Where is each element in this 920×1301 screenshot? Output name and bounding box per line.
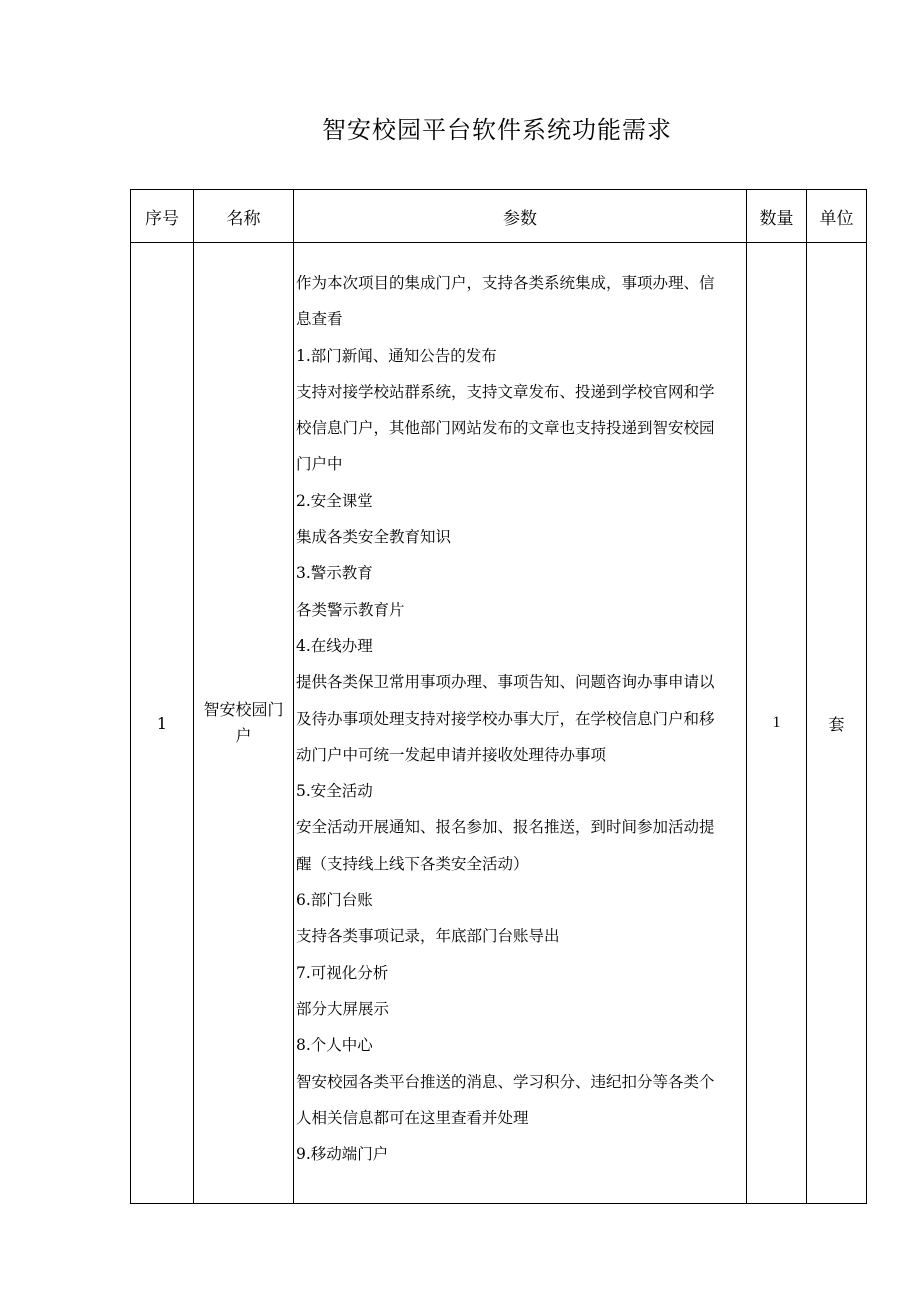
header-name: 名称 <box>194 190 294 243</box>
row-unit: 套 <box>807 243 867 1204</box>
row-index: 1 <box>131 243 194 1204</box>
params-list <box>296 265 745 1172</box>
param-line: 醒（支持线上线下各类安全活动） <box>296 854 529 873</box>
param-line: 安全活动开展通知、报名参加、报名推送，到时间参加活动提 <box>296 818 715 837</box>
row-quantity: 1 <box>747 243 807 1204</box>
param-line: 支持对接学校站群系统，支持文章发布、投递到学校官网和学 <box>296 382 715 401</box>
param-line: 2.安全课堂 <box>296 491 373 510</box>
param-line: 7.可视化分析 <box>296 963 389 982</box>
param-line: 4.在线办理 <box>296 636 373 655</box>
header-quantity: 数量 <box>747 190 807 243</box>
param-line: 作为本次项目的集成门户，支持各类系统集成，事项办理、信 <box>296 274 715 292</box>
table-row <box>131 243 867 1204</box>
param-line: 部分大屏展示 <box>296 999 390 1018</box>
param-line: 息查看 <box>296 310 343 329</box>
param-line: 及待办事项处理支持对接学校办事大厅，在学校信息门户和移 <box>296 709 715 728</box>
table-header-row <box>131 190 867 243</box>
row-name: 智安校园门户 <box>194 243 294 1204</box>
row-params <box>294 243 747 1204</box>
param-line: 校信息门户，其他部门网站发布的文章也支持投递到智安校园 <box>296 419 715 438</box>
param-line: 5.安全活动 <box>296 782 373 801</box>
header-unit: 单位 <box>807 190 867 243</box>
param-line: 门户中 <box>296 455 343 474</box>
param-line: 集成各类安全教育知识 <box>296 528 452 547</box>
param-line: 6.部门台账 <box>296 891 373 910</box>
param-line: 动门户中可统一发起申请并接收处理待办事项 <box>296 745 607 764</box>
header-index: 序号 <box>131 190 194 243</box>
requirements-table <box>130 189 867 1204</box>
param-line: 8.个人中心 <box>296 1036 373 1055</box>
param-line: 1.部门新闻、通知公告的发布 <box>296 346 497 365</box>
param-line: 人相关信息都可在这里查看并处理 <box>296 1108 529 1127</box>
header-params: 参数 <box>294 190 747 243</box>
document-title: 智安校园平台软件系统功能需求 <box>322 116 672 144</box>
param-line: 智安校园各类平台推送的消息、学习积分、违纪扣分等各类个 <box>296 1072 715 1091</box>
param-line: 提供各类保卫常用事项办理、事项告知、问题咨询办事申请以 <box>296 673 715 692</box>
param-line: 支持各类事项记录，年底部门台账导出 <box>296 927 560 946</box>
param-line: 3.警示教育 <box>296 564 373 583</box>
param-line: 各类警示教育片 <box>296 600 405 619</box>
param-line: 9.移动端门户 <box>296 1145 389 1164</box>
